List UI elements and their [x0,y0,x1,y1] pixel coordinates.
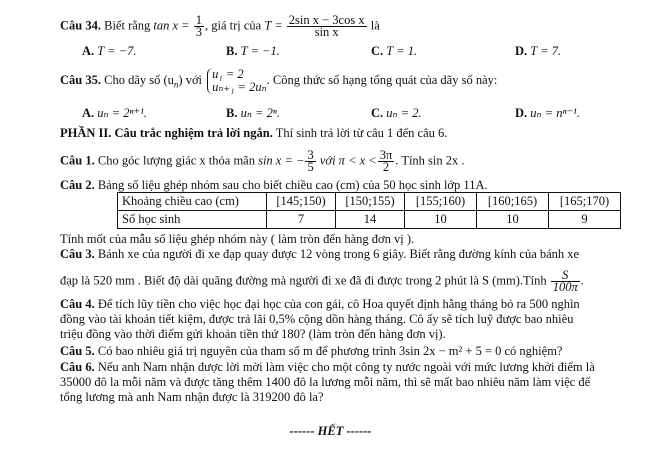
c1-text: Câu 1. Cho góc lượng giác x thỏa mãn sin x = − $\frac{3}{5}$ với π < x < $\frac{3\pi}{2}$ . Tính sin 2x . [60,148,465,174]
q34-text-b: , giá trị của [205,18,262,33]
q34-T: T = [264,18,283,33]
q34-option-d[interactable]: D. T = 7. [515,44,562,58]
c3-frac: $\frac{S}{100\pi}$ [552,268,578,294]
q34-frac2: $\frac{\text{2sin x − 3cos x}}{\text{sin x}}$ [288,13,365,39]
q35-option-d[interactable]: D. uₙ = nⁿ⁻¹. [515,106,580,120]
c3-line1: Câu 3. Bánh xe của người đi xe đạp quay được 12 vòng trong 6 giây. Biết rằng đường kính của bánh xe [60,247,580,261]
c6-line2: 35000 đô la mỗi năm và được tăng thêm 1400 đô la lương mỗi năm, thì sẽ mất bao nhiêu năm làm việc để [60,375,591,389]
q34-stem [60,15,380,38]
q34-option-b[interactable]: B. T = −1. [226,44,280,58]
c5-text: Câu 5. Có bao nhiêu giá trị nguyên của tham số m để phương trình 3sin 2x − m² + 5 = 0 có nghiệm? [60,344,563,358]
q34-option-a[interactable]: A. T = −7. [82,44,137,58]
q35-label: Câu 35. [60,72,101,87]
q34-text-a: Biết rằng [104,18,151,33]
q35-stem: Câu 35. Cho dãy số $(u_n)$ với u₁ = 2 uₙ₊₁ = 2uₙ . Công thức số hạng tổng quát của dãy số này: [60,67,498,94]
end-marker: ------ HẾT ------ [289,424,372,438]
c4-line1: Câu 4. Để tích lũy tiền cho việc học đại học của con gái, cô Hoa quyết định hằng tháng bỏ ra 500 nghìn [60,297,580,311]
c2-text: Câu 2. Bảng số liệu ghép nhóm sau cho biết chiều cao (cm) của 50 học sinh lớp 11A. [60,178,488,192]
table-row: Khoảng chiều cao (cm) [145;150) [150;155) [155;160) [160;165) [165;170) [118,193,621,211]
height-table [117,192,621,229]
c1-frac2: $\frac{3\pi}{2}$ [379,148,393,174]
c2-after: Tính mốt của mẫu số liệu ghép nhóm này ( làm tròn đến hàng đơn vị ). [60,232,415,246]
c3-line2: đạp là 520 mm . Biết độ dài quãng đường mà người đi xe đã đi được trong 2 phút là S (mm).Tính $\frac{S}{100\pi}$ . [60,268,584,294]
c1-frac1: $\frac{3}{5}$ [307,148,314,174]
table-row: Số học sinh 7 14 10 10 9 [118,211,621,229]
c6-line3: tổng lương mà anh Nam nhận được là 319200 đô la? [60,390,324,404]
q34-option-c[interactable]: C. T = 1. [371,44,418,58]
part2-heading: PHẦN II. Câu trắc nghiệm trả lời ngắn. Thí sinh trả lời từ câu 1 đến câu 6. [60,126,448,140]
c4-line2: đồng vào tài khoản tiết kiệm, được trả lãi 0,5% cộng dồn hàng tháng. Cô ấy sẽ tích luỹ được bao nhiêu [60,312,574,326]
q34-label: Câu 34. [60,18,101,33]
q35-option-b[interactable]: B. uₙ = 2ⁿ. [226,106,280,120]
q34-frac1: $\frac{1}{3}$ [195,13,202,39]
q35-system: u₁ = 2 uₙ₊₁ = 2uₙ [207,68,267,94]
q35-option-a[interactable]: A. uₙ = 2ⁿ⁺¹. [82,106,147,120]
q35-option-c[interactable]: C. uₙ = 2. [371,106,422,120]
q34-text-c: là [370,18,380,33]
q34-tan: tan x = [153,18,190,33]
c4-line3: triệu đồng vào thời điểm gửi khoản tiền thứ 180? (làm tròn đến hàng đơn vị). [60,327,446,341]
c6-line1: Câu 6. Nếu anh Nam nhận được lời mời làm việc cho một công ty nước ngoài với mức lương khởi điểm là [60,360,595,374]
